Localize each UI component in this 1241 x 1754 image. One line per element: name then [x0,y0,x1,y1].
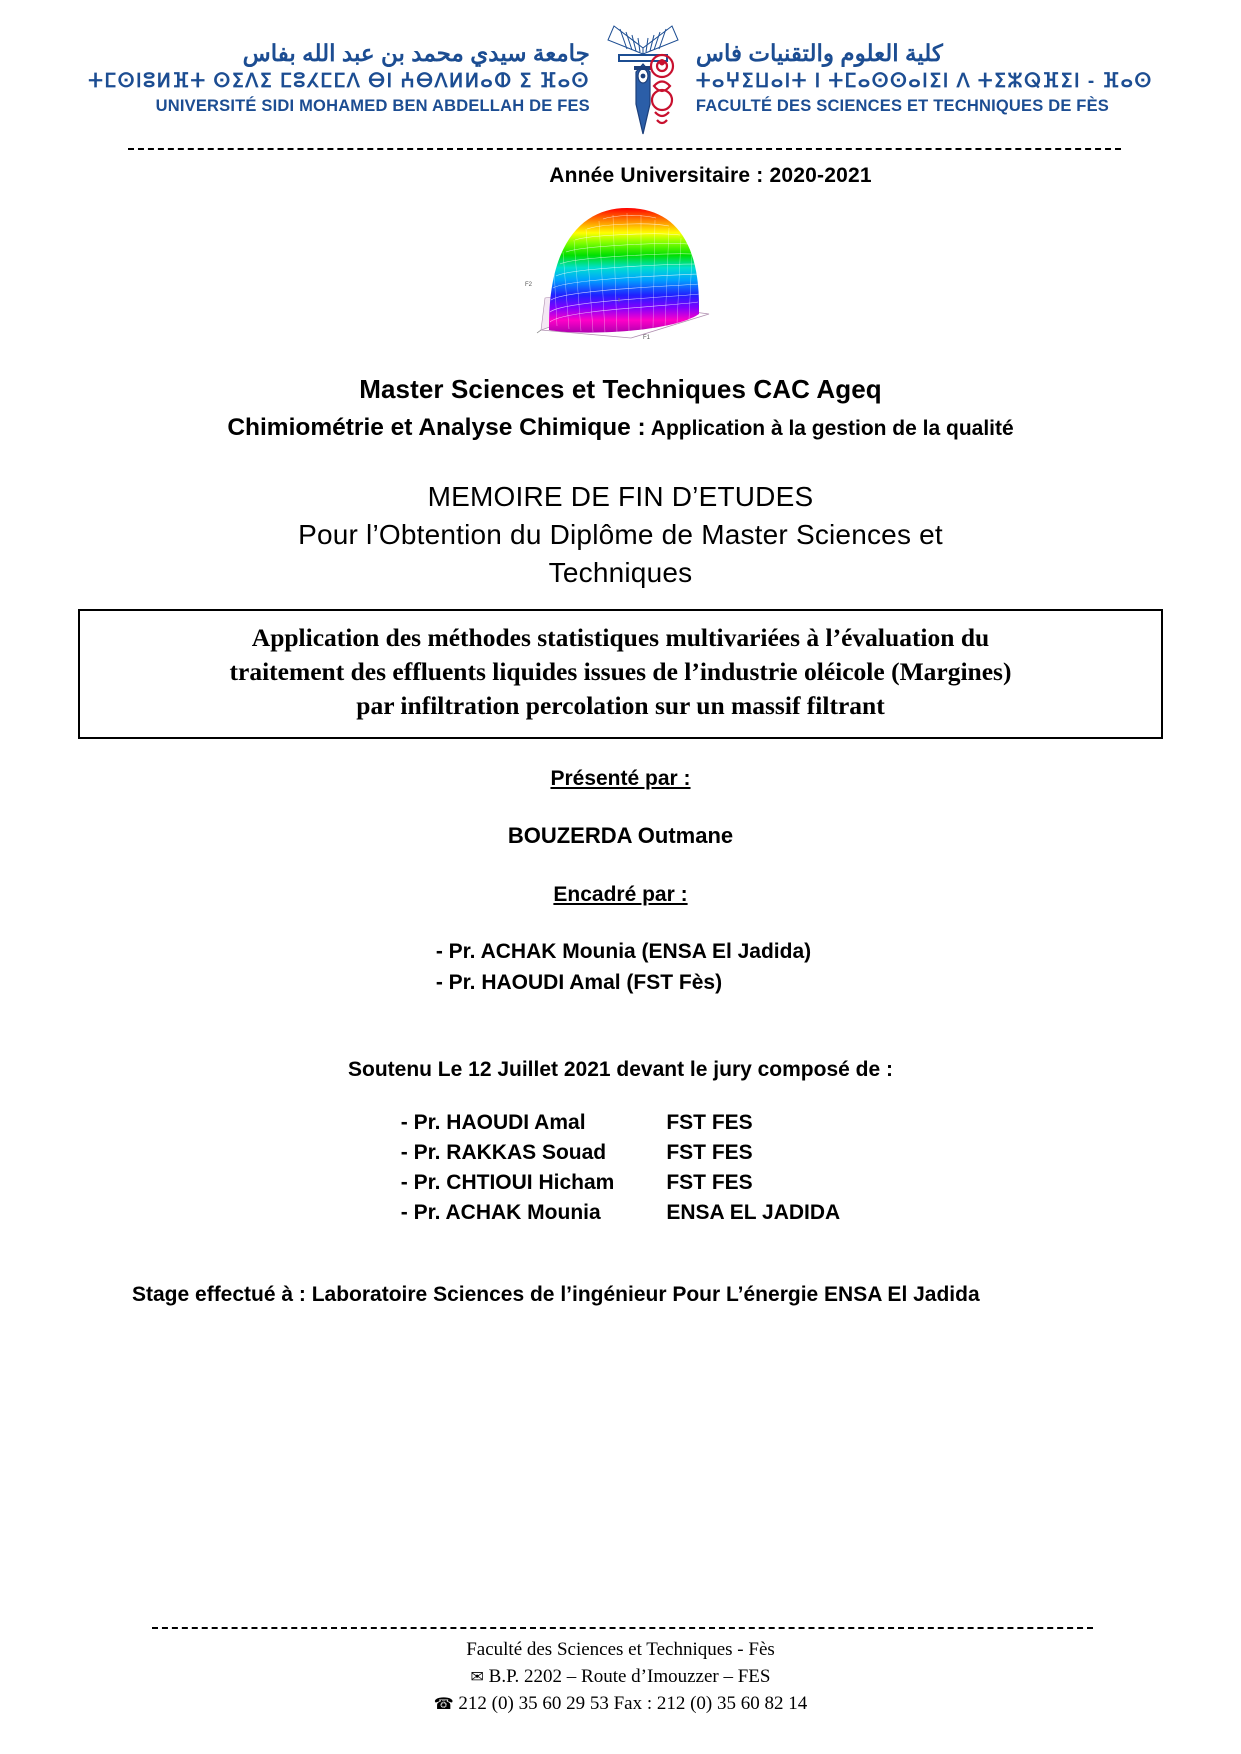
institution-header [0,0,1241,138]
defense-date-line: Soutenu Le 12 Juillet 2021 devant le jury composé de : [347,1057,893,1081]
supervisor-item: - Pr. HAOUDI Amal (FST Fès) [435,970,723,994]
author-name: BOUZERDA Outmane [507,823,734,849]
memoire-line1: MEMOIRE DE FIN D’ETUDES [427,481,814,512]
jury-member-affiliation: FST FES [666,1110,753,1134]
faculty-identity [696,39,1153,117]
plot-axis-label-f1: F1 [642,335,650,341]
supervised-by-label [0,883,1241,907]
memoire-heading [0,478,1241,591]
supervisor-item: - Pr. ACHAK Mounia (ENSA El Jadida) [435,940,812,964]
3d-response-surface-plot [523,202,719,342]
page-footer [0,1627,1241,1718]
university-name-tifinagh: ⵜⵎⵙⵏⵓⵍⴼⵜ ⵙⵉⴷⵉ ⵎⵓⵃⵎⵎⴷ ⴱⵏ ⵄⴱⴷⵍⵍⴰⵀ ⵉ ⴼⴰⵙ [88,70,590,92]
table-row [401,1108,840,1138]
thesis-title-box [78,609,1163,739]
figure-container [0,202,1241,342]
program-subtitle-rest: Application à la gestion de la qualité [645,417,1014,440]
thesis-title-line1: Application des méthodes statistiques multivariées à l’évaluation du [251,623,990,653]
jury-list [0,1108,1241,1228]
jury-member-affiliation: FST FES [666,1170,753,1194]
jury-member-name: - Pr. CHTIOUI Hicham [400,1170,615,1194]
thesis-title-line2: traitement des effluents liquides issues de l’industrie oléicole (Margines) [229,657,1012,687]
thesis-title-line3: par infiltration percolation sur un massif filtrant [356,691,885,721]
jury-member-name: - Pr. ACHAK Mounia [400,1200,601,1224]
phone-icon: ☎ [433,1694,454,1714]
university-identity [88,39,590,117]
supervised-by-text: Encadré par : [553,883,688,907]
jury-member-affiliation: ENSA EL JADIDA [666,1200,841,1224]
table-row [401,1168,840,1198]
footer-faculty: Faculté des Sciences et Techniques - Fès [466,1639,775,1661]
supervisor-list [0,937,1241,998]
table-row [401,1198,840,1228]
academic-year: Année Universitaire : 2020-2021 [549,164,872,187]
internship-line: Stage effectué à : Laboratoire Sciences de l’ingénieur Pour L’énergie ENSA El Jadida [132,1282,980,1306]
program-subtitle [0,414,1241,442]
program-title: Master Sciences et Techniques CAC Ageq [359,374,882,404]
header-divider [128,148,1121,150]
footer-address-row [0,1664,1241,1691]
memoire-line2: Pour l’Obtention du Diplôme de Master Sciences et [298,518,943,550]
jury-member-name: - Pr. HAOUDI Amal [400,1110,586,1134]
jury-member-affiliation: FST FES [666,1140,753,1164]
program-subtitle-bold: Chimiométrie et Analyse Chimique : [227,414,646,441]
envelope-icon: ✉ [470,1667,484,1687]
faculty-name-tifinagh: ⵜⴰⵖⵉⵡⴰⵏⵜ ⵏ ⵜⵎⴰⵙⵙⴰⵏⵉⵏ ⴷ ⵜⵉⵣⵕⴼⵉⵏ - ⴼⴰⵙ [695,70,1153,92]
presented-by-text: Présenté par : [550,767,691,791]
faculty-name-french: FACULTÉ DES SCIENCES ET TECHNIQUES DE FÈS [695,97,1110,116]
university-name-french: UNIVERSITÉ SIDI MOHAMED BEN ABDELLAH DE FES [155,97,590,116]
university-torch-book-emblem-icon [600,18,686,138]
table-row [401,1138,840,1168]
footer-phone-row [0,1691,1241,1718]
footer-address: B.P. 2202 – Route d’Imouzzer – FES [488,1666,771,1688]
university-name-arabic: جامعة سيدي محمد بن عبد الله بفاس [242,39,590,66]
plot-axis-label-f2: F2 [524,282,532,288]
presented-by-label [0,767,1241,791]
faculty-name-arabic: كلية العلوم والتقنيات فاس [695,39,943,66]
memoire-line3: Techniques [548,556,693,588]
footer-phone: 212 (0) 35 60 29 53 Fax : 212 (0) 35 60 82 14 [458,1693,808,1715]
jury-member-name: - Pr. RAKKAS Souad [400,1140,607,1164]
